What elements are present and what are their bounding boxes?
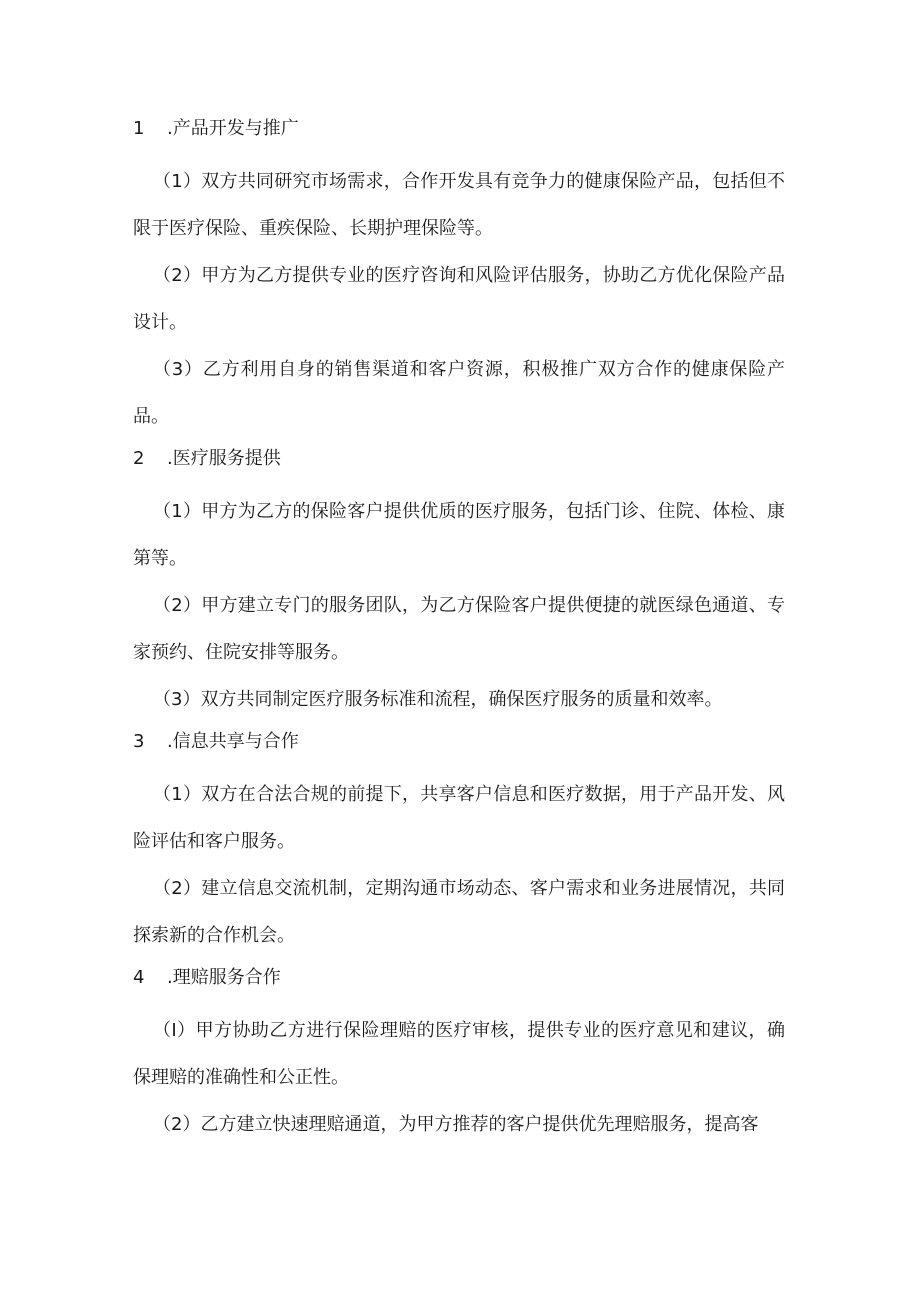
section-heading xyxy=(133,110,785,148)
paragraph: （1）双方在合法合规的前提下，共享客户信息和医疗数据，用于产品开发、风险评估和客户服务。 xyxy=(133,784,785,852)
section-number: 3 xyxy=(133,731,145,752)
section-title: .信息共享与合作 xyxy=(167,731,299,752)
paragraph: （2）甲方建立专门的服务团队，为乙方保险客户提供便捷的就医绿色通道、专家预约、住院安排等服务。 xyxy=(133,595,785,663)
paragraph: （2）建立信息交流机制，定期沟通市场动态、客户需求和业务进展情况，共同探索新的合作机会。 xyxy=(133,878,785,946)
section-number: 4 xyxy=(133,967,145,988)
section-title: .产品开发与推广 xyxy=(167,118,299,139)
paragraph: （2）甲方为乙方提供专业的医疗咨询和风险评估服务，协助乙方优化保险产品设计。 xyxy=(133,265,785,333)
section-heading xyxy=(133,723,785,761)
paragraph: （2）乙方建立快速理赔通道，为甲方推荐的客户提供优先理赔服务，提高客 xyxy=(153,1114,759,1135)
section-title: .医疗服务提供 xyxy=(167,448,281,469)
section-number: 2 xyxy=(133,448,145,469)
paragraph: （I）甲方协助乙方进行保险理赔的医疗审核，提供专业的医疗意见和建议，确保理赔的准确性和公正性。 xyxy=(133,1020,785,1088)
section-number: 1 xyxy=(133,118,145,139)
section-title: .理赔服务合作 xyxy=(167,967,281,988)
section-heading xyxy=(133,440,785,478)
paragraph: （3）乙方利用自身的销售渠道和客户资源，积极推广双方合作的健康保险产品。 xyxy=(133,359,785,427)
paragraph: （1）双方共同研究市场需求，合作开发具有竞争力的健康保险产品，包括但不限于医疗保险、重疾保险、长期护理保险等。 xyxy=(133,171,785,239)
section-heading xyxy=(133,959,785,997)
paragraph: （3）双方共同制定医疗服务标准和流程，确保医疗服务的质量和效率。 xyxy=(153,689,723,710)
document-body xyxy=(133,110,785,1148)
paragraph: （1）甲方为乙方的保险客户提供优质的医疗服务，包括门诊、住院、体检、康第等。 xyxy=(133,501,785,569)
